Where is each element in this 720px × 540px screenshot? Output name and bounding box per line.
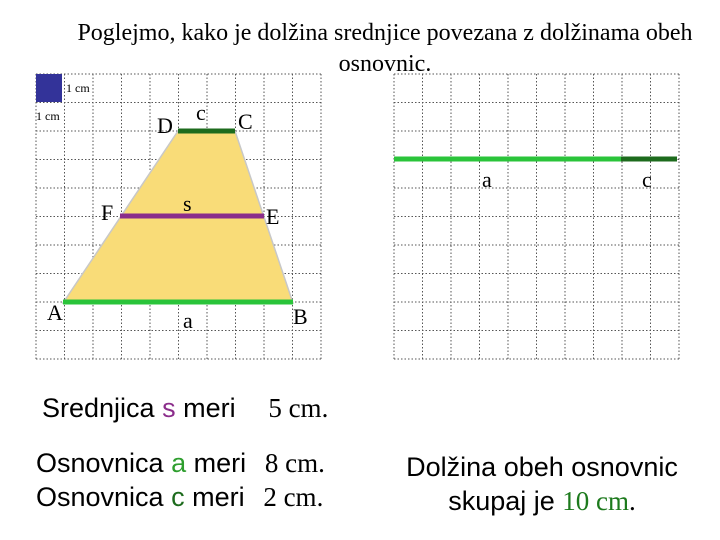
vertex-label-b: B [293,304,308,329]
sum-line-2 [392,484,692,518]
vertex-label-e: E [266,204,280,229]
vertex-label-a: A [47,300,63,325]
measurement-c-middle: meri [184,482,245,512]
segment-label-c: c [196,100,206,125]
sum-value: 10 cm [562,486,630,516]
sum-line-1: Dolžina obeh osnovnic [406,452,678,482]
measurement-a [36,448,325,479]
segment-label-s: s [183,191,192,216]
measurement-s-prefix: Srednjica [42,393,163,423]
measurement-c [36,482,323,513]
measurement-c-value: 2 cm. [263,482,324,512]
vertex-label-d: D [157,113,173,138]
unit-square [36,74,62,102]
page-title: Poglejmo, kako je dolžina srednjice povezana z dolžinama obeh osnovnic. [77,20,693,77]
measurement-s-value: 5 cm. [268,393,329,423]
unit-label-left: 1 cm [36,109,60,123]
sum-statement [392,450,692,518]
measurement-a-var: a [171,448,187,478]
measurement-a-middle: meri [186,448,247,478]
sum-suffix: . [629,486,636,516]
measurement-s [42,393,328,424]
measurement-s-middle: meri [175,393,236,423]
measurement-c-prefix: Osnovnica [36,482,172,512]
sum-line-2-prefix: skupaj je [448,486,563,516]
measurement-s-var: s [162,393,176,423]
measurement-c-var: c [171,482,185,512]
compare-label-c: c [642,167,652,192]
vertex-label-f: F [101,200,114,225]
measurement-a-prefix: Osnovnica [36,448,172,478]
vertex-label-c: C [238,109,253,134]
unit-label-top: 1 cm [66,81,90,95]
compare-label-a: a [482,167,492,192]
right-grid [394,74,679,359]
segment-label-a: a [183,308,193,333]
measurement-a-value: 8 cm. [264,448,325,478]
